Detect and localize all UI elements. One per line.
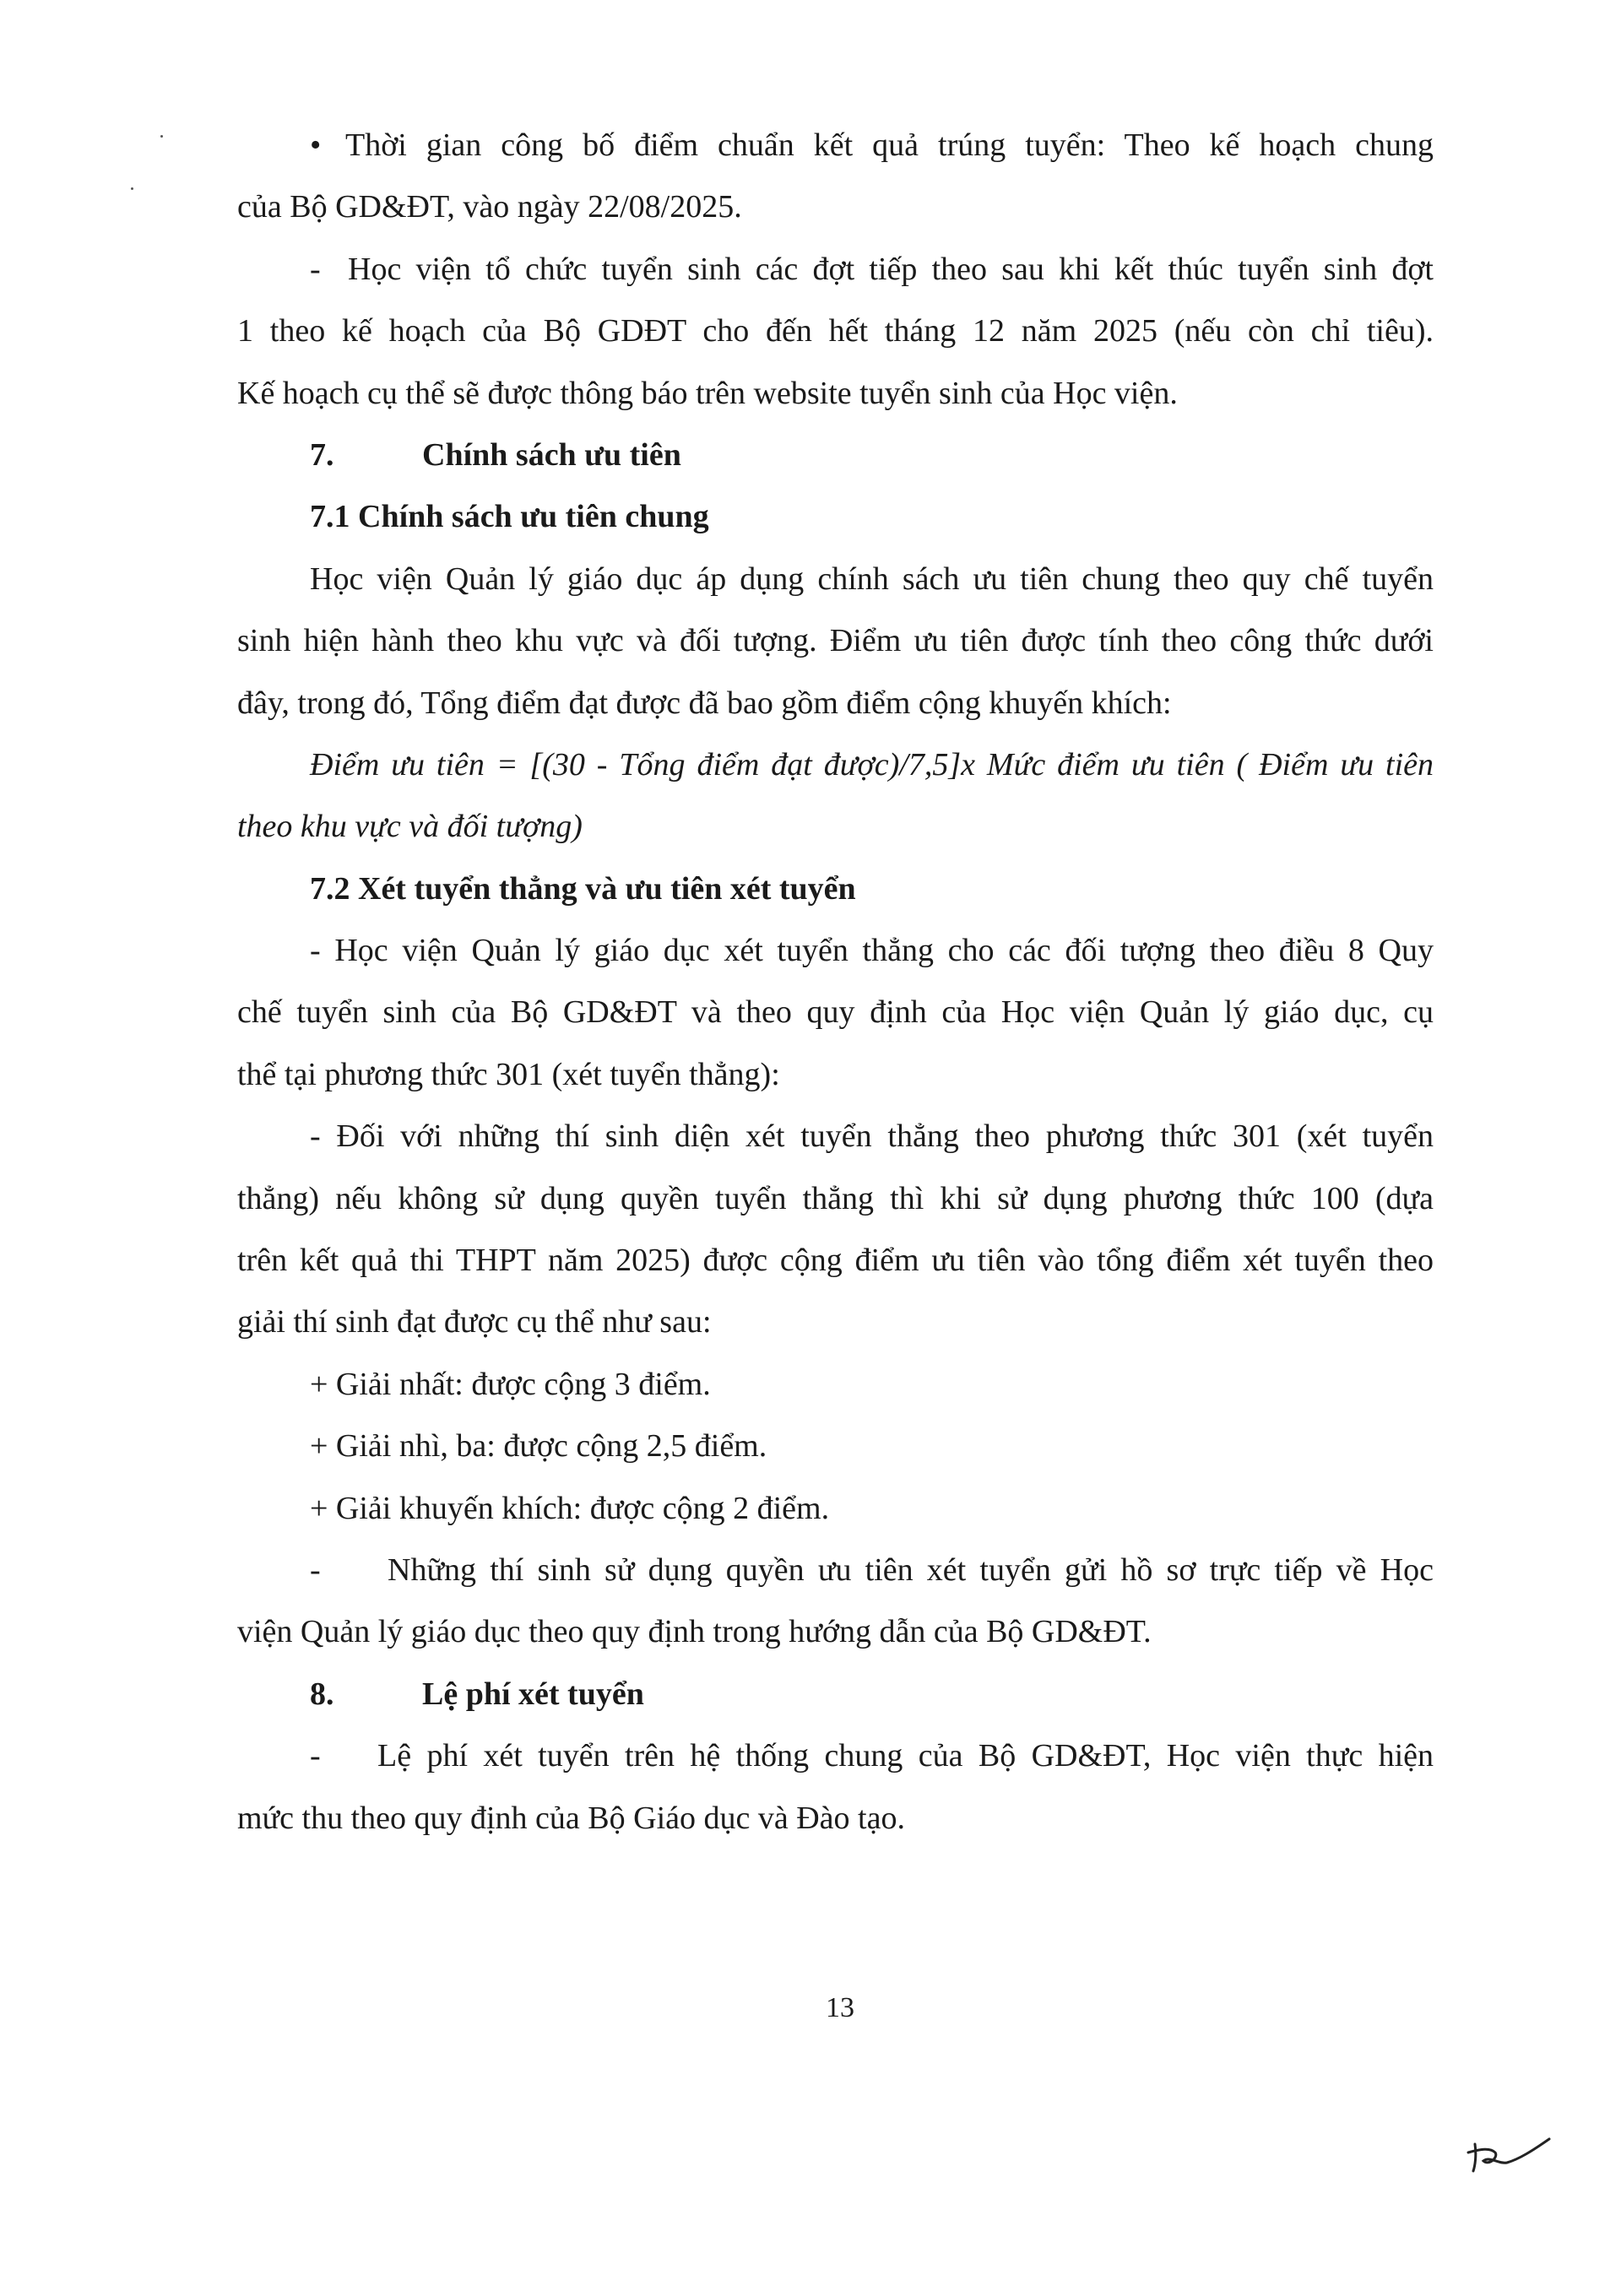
page-number: 13 <box>826 1992 854 2023</box>
scan-speck <box>160 135 163 138</box>
signature-initials-icon <box>1465 2127 1558 2186</box>
section-number: 8. <box>310 1676 334 1712</box>
text-line: Học viện tổ chức tuyển sinh các đợt tiếp theo sau khi kết thúc tuyển sinh đợt <box>348 251 1434 287</box>
dash-marker: - <box>310 251 321 287</box>
award-item: + Giải nhì, ba: được cộng 2,5 điểm. <box>310 1428 767 1465</box>
text-line: Kế hoạch cụ thể sẽ được thông báo trên website tuyển sinh của Học viện. <box>237 375 1178 411</box>
text-line: Lệ phí xét tuyển trên hệ thống chung của Bộ GD&ĐT, Học viện thực hiện <box>377 1738 1434 1774</box>
text-line: trên kết quả thi THPT năm 2025) được cộng điểm ưu tiên vào tổng điểm xét tuyển theo <box>237 1243 1434 1279</box>
bullet-paragraph-line <box>237 115 1434 176</box>
text-line: của Bộ GD&ĐT, vào ngày 22/08/2025. <box>237 189 742 225</box>
subsection-heading-7-1: 7.1 Chính sách ưu tiên chung <box>310 499 709 535</box>
text-line: đây, trong đó, Tổng điểm đạt được đã bao gồm điểm cộng khuyến khích: <box>237 685 1172 721</box>
scan-speck <box>131 187 133 190</box>
award-item: + Giải nhất: được cộng 3 điểm. <box>310 1366 711 1402</box>
text-line: - Đối với những thí sinh diện xét tuyển thẳng theo phương thức 301 (xét tuyển <box>310 1118 1434 1155</box>
section-heading-8 <box>237 1664 1434 1725</box>
document-body <box>237 115 1434 1849</box>
text-line: mức thu theo quy định của Bộ Giáo dục và Đào tạo. <box>237 1800 905 1836</box>
text-line: 1 theo kế hoạch của Bộ GDĐT cho đến hết tháng 12 năm 2025 (nếu còn chỉ tiêu). <box>237 313 1434 349</box>
bullet-marker: • <box>310 127 322 163</box>
text-line: sinh hiện hành theo khu vực và đối tượng. Điểm ưu tiên được tính theo công thức dưới <box>237 623 1434 659</box>
text-line: - Học viện Quản lý giáo dục xét tuyển thẳng cho các đối tượng theo điều 8 Quy <box>310 933 1434 969</box>
dash-marker: - <box>310 1738 321 1774</box>
subsection-heading-7-2: 7.2 Xét tuyển thẳng và ưu tiên xét tuyển <box>310 870 856 907</box>
text-line: thể tại phương thức 301 (xét tuyển thẳng): <box>237 1056 780 1092</box>
text-line: Học viện Quản lý giáo dục áp dụng chính sách ưu tiên chung theo quy chế tuyển <box>310 560 1434 597</box>
text-line: thẳng) nếu không sử dụng quyền tuyển thẳng thì khi sử dụng phương thức 100 (dựa <box>237 1180 1434 1216</box>
text-line: giải thí sinh đạt được cụ thể như sau: <box>237 1304 712 1340</box>
award-item: + Giải khuyến khích: được cộng 2 điểm. <box>310 1490 830 1526</box>
dash-marker: - <box>310 1551 321 1588</box>
text-line: Những thí sinh sử dụng quyền ưu tiên xét tuyển gửi hồ sơ trực tiếp về Học <box>388 1551 1434 1588</box>
text-line: chế tuyển sinh của Bộ GD&ĐT và theo quy định của Học viện Quản lý giáo dục, cụ <box>237 994 1434 1031</box>
dash-paragraph-line <box>237 239 1434 301</box>
dash-paragraph-line <box>237 1725 1434 1787</box>
dash-paragraph-line <box>237 1540 1434 1601</box>
text-line: viện Quản lý giáo dục theo quy định trong hướng dẫn của Bộ GD&ĐT. <box>237 1614 1152 1650</box>
formula-line: Điểm ưu tiên = [(30 - Tổng điểm đạt được)/7,5]x Mức điểm ưu tiên ( Điểm ưu tiên <box>310 746 1434 782</box>
section-number: 7. <box>310 436 334 473</box>
text-line: Thời gian công bố điểm chuẩn kết quả trúng tuyển: Theo kế hoạch chung <box>345 127 1434 163</box>
section-title: Chính sách ưu tiên <box>422 436 681 473</box>
formula-line: theo khu vực và đối tượng) <box>237 809 583 845</box>
section-title: Lệ phí xét tuyển <box>422 1676 644 1712</box>
section-heading-7 <box>237 425 1434 486</box>
